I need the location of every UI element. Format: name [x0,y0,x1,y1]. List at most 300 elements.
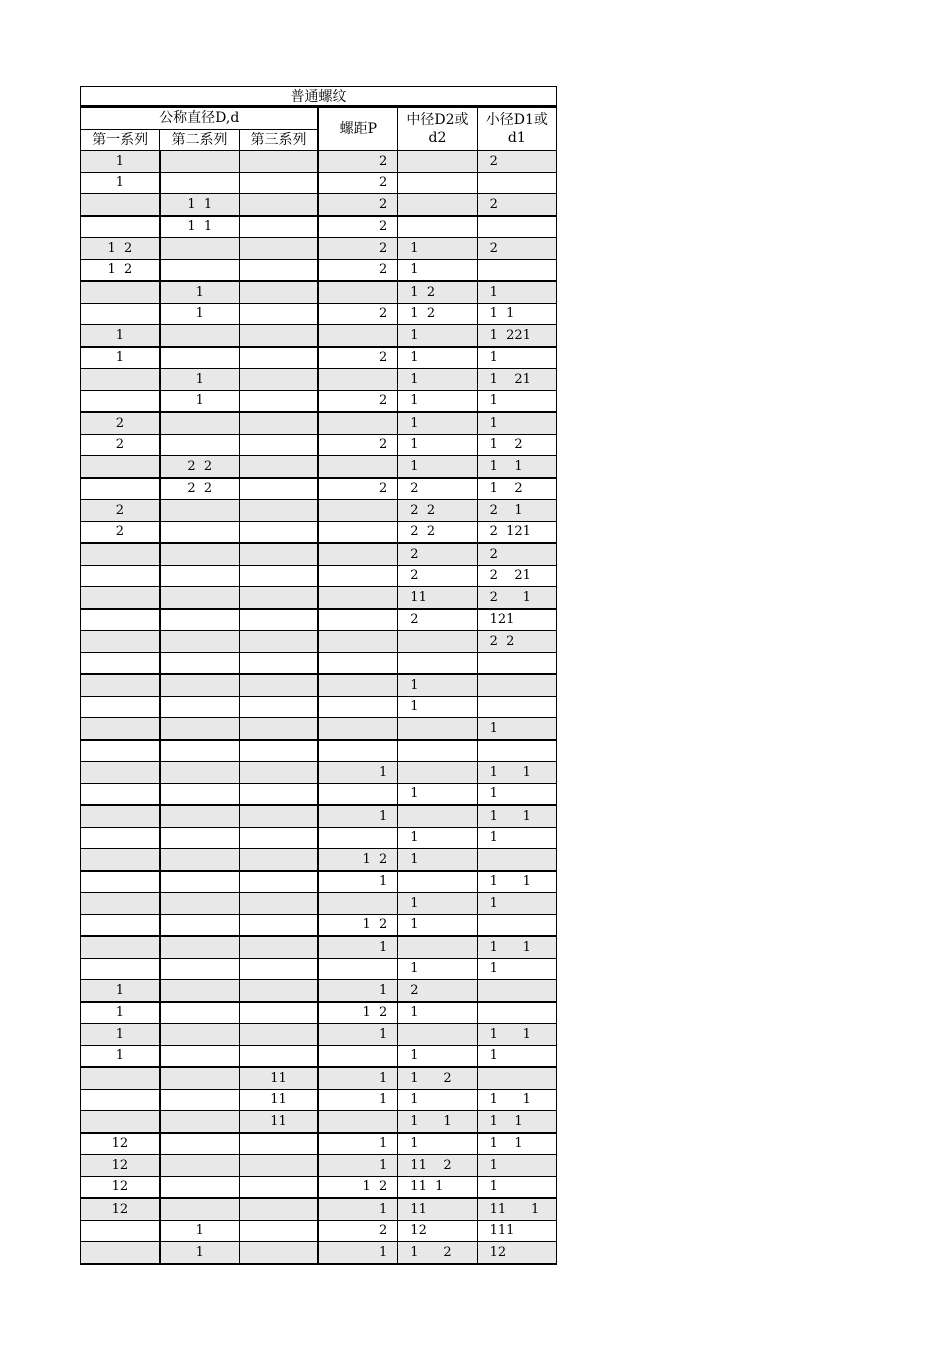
series1-cell[interactable] [81,303,160,325]
pitch-diameter-cell[interactable]: 1 2 [398,303,477,325]
series1-cell[interactable] [81,718,160,740]
series3-cell[interactable]: 11 [239,1067,318,1089]
series3-cell[interactable] [239,674,318,696]
pitch-diameter-cell[interactable]: 1 [398,434,477,456]
pitch-diameter-cell[interactable]: 1 [398,1002,477,1024]
series2-cell[interactable] [160,434,239,456]
series2-cell[interactable] [160,151,239,173]
minor-diameter-cell[interactable]: 1 [477,958,556,980]
series3-cell[interactable] [239,434,318,456]
series3-cell[interactable] [239,216,318,238]
pitch-cell[interactable]: 2 [318,172,397,194]
pitch-cell[interactable]: 2 [318,303,397,325]
series1-cell[interactable] [81,587,160,609]
series2-cell[interactable] [160,1045,239,1067]
pitch-cell[interactable]: 1 [318,805,397,827]
pitch-diameter-cell[interactable]: 1 2 [398,1067,477,1089]
pitch-cell[interactable]: 1 [318,1133,397,1155]
series2-cell[interactable]: 2 2 [160,456,239,478]
series3-cell[interactable] [239,521,318,543]
minor-diameter-cell[interactable]: 2 121 [477,521,556,543]
pitch-cell[interactable]: 1 [318,936,397,958]
series1-cell[interactable] [81,652,160,674]
minor-diameter-cell[interactable]: 1 1 [477,1133,556,1155]
series3-cell[interactable] [239,281,318,303]
pitch-diameter-cell[interactable] [398,762,477,784]
pitch-cell[interactable] [318,718,397,740]
pitch-diameter-cell[interactable] [398,216,477,238]
minor-diameter-cell[interactable]: 1 [477,718,556,740]
pitch-cell[interactable] [318,740,397,762]
series1-cell[interactable] [81,783,160,805]
series3-cell[interactable] [239,456,318,478]
pitch-diameter-cell[interactable]: 2 2 [398,500,477,522]
minor-diameter-cell[interactable] [477,696,556,718]
pitch-cell[interactable]: 1 2 [318,1002,397,1024]
pitch-cell[interactable]: 1 [318,1024,397,1046]
pitch-diameter-cell[interactable]: 2 [398,543,477,565]
series2-cell[interactable] [160,1133,239,1155]
minor-diameter-cell[interactable]: 2 [477,543,556,565]
series1-cell[interactable] [81,281,160,303]
pitch-diameter-cell[interactable]: 11 [398,1198,477,1220]
series1-cell[interactable] [81,893,160,915]
series2-cell[interactable] [160,631,239,653]
pitch-diameter-cell[interactable] [398,631,477,653]
series1-cell[interactable]: 1 [81,325,160,347]
series2-cell[interactable] [160,172,239,194]
series3-cell[interactable] [239,783,318,805]
series2-cell[interactable] [160,783,239,805]
series1-cell[interactable]: 12 [81,1155,160,1177]
series2-cell[interactable]: 1 1 [160,194,239,216]
series1-cell[interactable] [81,827,160,849]
series2-cell[interactable]: 1 1 [160,216,239,238]
series3-cell[interactable] [239,500,318,522]
series2-cell[interactable]: 1 [160,1220,239,1242]
series2-cell[interactable] [160,805,239,827]
series1-cell[interactable] [81,696,160,718]
pitch-diameter-cell[interactable]: 12 [398,1220,477,1242]
series1-cell[interactable] [81,914,160,936]
series1-cell[interactable] [81,390,160,412]
minor-diameter-cell[interactable]: 2 21 [477,565,556,587]
pitch-diameter-cell[interactable] [398,805,477,827]
pitch-diameter-cell[interactable] [398,1024,477,1046]
series3-cell[interactable] [239,827,318,849]
series1-cell[interactable] [81,478,160,500]
series1-cell[interactable] [81,194,160,216]
pitch-cell[interactable] [318,652,397,674]
pitch-diameter-cell[interactable] [398,194,477,216]
series1-cell[interactable]: 1 [81,1024,160,1046]
pitch-diameter-cell[interactable] [398,172,477,194]
series3-cell[interactable]: 11 [239,1089,318,1111]
minor-diameter-cell[interactable]: 1 1 [477,456,556,478]
series3-cell[interactable] [239,893,318,915]
minor-diameter-cell[interactable]: 11 1 [477,1198,556,1220]
series2-cell[interactable]: 1 [160,1242,239,1264]
pitch-diameter-cell[interactable]: 2 [398,980,477,1002]
series1-cell[interactable]: 1 [81,980,160,1002]
series2-cell[interactable] [160,893,239,915]
minor-diameter-cell[interactable] [477,674,556,696]
series3-cell[interactable] [239,805,318,827]
pitch-cell[interactable]: 1 [318,1242,397,1264]
pitch-diameter-cell[interactable]: 11 2 [398,1155,477,1177]
pitch-diameter-cell[interactable]: 2 [398,478,477,500]
minor-diameter-cell[interactable] [477,1002,556,1024]
series1-cell[interactable] [81,1220,160,1242]
pitch-diameter-cell[interactable]: 1 2 [398,1242,477,1264]
pitch-cell[interactable]: 2 [318,151,397,173]
pitch-cell[interactable] [318,565,397,587]
pitch-cell[interactable] [318,1111,397,1133]
minor-diameter-cell[interactable]: 1 [477,347,556,369]
pitch-cell[interactable] [318,827,397,849]
pitch-cell[interactable] [318,500,397,522]
pitch-diameter-cell[interactable]: 1 [398,893,477,915]
pitch-cell[interactable]: 2 [318,216,397,238]
pitch-diameter-cell[interactable]: 1 2 [398,281,477,303]
series1-cell[interactable]: 1 [81,347,160,369]
series3-cell[interactable] [239,1198,318,1220]
pitch-cell[interactable] [318,696,397,718]
minor-diameter-cell[interactable]: 1 1 [477,936,556,958]
minor-diameter-cell[interactable] [477,172,556,194]
series2-cell[interactable] [160,827,239,849]
pitch-cell[interactable]: 1 [318,1089,397,1111]
series2-cell[interactable] [160,609,239,631]
series3-cell[interactable] [239,740,318,762]
series2-cell[interactable] [160,347,239,369]
series3-cell[interactable] [239,587,318,609]
pitch-diameter-cell[interactable]: 2 2 [398,521,477,543]
pitch-diameter-cell[interactable] [398,740,477,762]
series3-cell[interactable] [239,238,318,260]
pitch-diameter-cell[interactable]: 1 [398,827,477,849]
series1-cell[interactable]: 2 [81,500,160,522]
series3-cell[interactable] [239,762,318,784]
minor-diameter-cell[interactable] [477,914,556,936]
pitch-cell[interactable]: 2 [318,347,397,369]
series1-cell[interactable]: 12 [81,1176,160,1198]
pitch-diameter-cell[interactable]: 1 [398,238,477,260]
minor-diameter-cell[interactable]: 1 [477,827,556,849]
series3-cell[interactable] [239,151,318,173]
series3-cell[interactable] [239,1220,318,1242]
pitch-diameter-cell[interactable]: 1 [398,1089,477,1111]
pitch-cell[interactable]: 1 2 [318,849,397,871]
pitch-cell[interactable] [318,521,397,543]
minor-diameter-cell[interactable] [477,652,556,674]
minor-diameter-cell[interactable]: 2 1 [477,587,556,609]
series2-cell[interactable] [160,652,239,674]
minor-diameter-cell[interactable] [477,1067,556,1089]
series3-cell[interactable] [239,325,318,347]
series3-cell[interactable] [239,914,318,936]
minor-diameter-cell[interactable]: 1 2 [477,478,556,500]
pitch-cell[interactable]: 2 [318,390,397,412]
pitch-cell[interactable] [318,543,397,565]
pitch-diameter-cell[interactable]: 1 [398,259,477,281]
pitch-diameter-cell[interactable]: 1 1 [398,1111,477,1133]
minor-diameter-cell[interactable]: 2 [477,194,556,216]
series3-cell[interactable] [239,1045,318,1067]
minor-diameter-cell[interactable] [477,740,556,762]
series3-cell[interactable] [239,1155,318,1177]
series3-cell[interactable] [239,390,318,412]
series1-cell[interactable] [81,849,160,871]
series1-cell[interactable] [81,674,160,696]
pitch-cell[interactable] [318,893,397,915]
series2-cell[interactable] [160,958,239,980]
series3-cell[interactable] [239,936,318,958]
series2-cell[interactable] [160,980,239,1002]
minor-diameter-cell[interactable]: 1 2 [477,434,556,456]
series3-cell[interactable] [239,194,318,216]
pitch-diameter-cell[interactable]: 1 [398,783,477,805]
series1-cell[interactable]: 2 [81,521,160,543]
pitch-diameter-cell[interactable] [398,718,477,740]
series2-cell[interactable] [160,521,239,543]
pitch-cell[interactable] [318,325,397,347]
series1-cell[interactable]: 1 2 [81,238,160,260]
series2-cell[interactable]: 2 2 [160,478,239,500]
pitch-diameter-cell[interactable] [398,871,477,893]
pitch-cell[interactable]: 1 [318,871,397,893]
minor-diameter-cell[interactable]: 1 1 [477,762,556,784]
series2-cell[interactable] [160,718,239,740]
series2-cell[interactable] [160,914,239,936]
pitch-cell[interactable]: 1 [318,1198,397,1220]
pitch-cell[interactable]: 2 [318,194,397,216]
series2-cell[interactable] [160,674,239,696]
pitch-diameter-cell[interactable]: 1 [398,412,477,434]
series3-cell[interactable] [239,1002,318,1024]
series2-cell[interactable] [160,740,239,762]
series1-cell[interactable]: 12 [81,1198,160,1220]
series1-cell[interactable] [81,958,160,980]
pitch-diameter-cell[interactable]: 2 [398,565,477,587]
series2-cell[interactable] [160,849,239,871]
series1-cell[interactable] [81,1242,160,1264]
pitch-diameter-cell[interactable] [398,151,477,173]
pitch-cell[interactable]: 2 [318,238,397,260]
minor-diameter-cell[interactable]: 1 221 [477,325,556,347]
pitch-cell[interactable]: 1 2 [318,914,397,936]
series2-cell[interactable] [160,565,239,587]
series1-cell[interactable]: 1 [81,1002,160,1024]
series2-cell[interactable] [160,1024,239,1046]
series2-cell[interactable] [160,543,239,565]
pitch-cell[interactable] [318,1045,397,1067]
series1-cell[interactable] [81,1089,160,1111]
series3-cell[interactable] [239,478,318,500]
series3-cell[interactable] [239,1176,318,1198]
minor-diameter-cell[interactable]: 1 [477,1176,556,1198]
minor-diameter-cell[interactable]: 1 1 [477,1111,556,1133]
series1-cell[interactable]: 1 2 [81,259,160,281]
series2-cell[interactable] [160,696,239,718]
pitch-diameter-cell[interactable]: 1 [398,390,477,412]
minor-diameter-cell[interactable]: 1 1 [477,871,556,893]
minor-diameter-cell[interactable]: 2 1 [477,500,556,522]
minor-diameter-cell[interactable]: 1 [477,390,556,412]
series3-cell[interactable] [239,347,318,369]
series2-cell[interactable] [160,1155,239,1177]
minor-diameter-cell[interactable]: 1 [477,893,556,915]
pitch-diameter-cell[interactable]: 1 [398,914,477,936]
minor-diameter-cell[interactable]: 1 21 [477,369,556,391]
pitch-diameter-cell[interactable]: 1 [398,696,477,718]
minor-diameter-cell[interactable]: 1 [477,1155,556,1177]
series3-cell[interactable] [239,696,318,718]
series3-cell[interactable] [239,980,318,1002]
minor-diameter-cell[interactable]: 121 [477,609,556,631]
series2-cell[interactable]: 1 [160,390,239,412]
series2-cell[interactable] [160,1067,239,1089]
pitch-cell[interactable] [318,631,397,653]
pitch-diameter-cell[interactable]: 2 [398,609,477,631]
series2-cell[interactable] [160,1176,239,1198]
pitch-diameter-cell[interactable]: 1 [398,674,477,696]
minor-diameter-cell[interactable]: 111 [477,1220,556,1242]
pitch-cell[interactable]: 2 [318,1220,397,1242]
series3-cell[interactable] [239,609,318,631]
series3-cell[interactable] [239,412,318,434]
pitch-diameter-cell[interactable]: 1 [398,1133,477,1155]
series2-cell[interactable] [160,936,239,958]
series1-cell[interactable]: 2 [81,434,160,456]
series3-cell[interactable] [239,1133,318,1155]
pitch-cell[interactable] [318,369,397,391]
series2-cell[interactable] [160,412,239,434]
series1-cell[interactable] [81,1111,160,1133]
series1-cell[interactable] [81,805,160,827]
pitch-diameter-cell[interactable]: 11 1 [398,1176,477,1198]
pitch-diameter-cell[interactable]: 1 [398,347,477,369]
series3-cell[interactable] [239,543,318,565]
pitch-cell[interactable]: 2 [318,434,397,456]
series1-cell[interactable] [81,609,160,631]
pitch-diameter-cell[interactable] [398,652,477,674]
series3-cell[interactable] [239,631,318,653]
pitch-cell[interactable] [318,609,397,631]
series2-cell[interactable] [160,587,239,609]
pitch-cell[interactable] [318,456,397,478]
series3-cell[interactable] [239,172,318,194]
minor-diameter-cell[interactable]: 2 [477,238,556,260]
series1-cell[interactable] [81,543,160,565]
series1-cell[interactable]: 1 [81,172,160,194]
minor-diameter-cell[interactable]: 2 2 [477,631,556,653]
pitch-cell[interactable] [318,281,397,303]
series1-cell[interactable] [81,216,160,238]
pitch-diameter-cell[interactable]: 11 [398,587,477,609]
pitch-cell[interactable]: 1 2 [318,1176,397,1198]
series3-cell[interactable] [239,958,318,980]
series1-cell[interactable] [81,631,160,653]
minor-diameter-cell[interactable]: 1 [477,281,556,303]
series2-cell[interactable] [160,1089,239,1111]
series2-cell[interactable] [160,259,239,281]
series2-cell[interactable] [160,1198,239,1220]
series2-cell[interactable]: 1 [160,369,239,391]
pitch-cell[interactable] [318,958,397,980]
pitch-diameter-cell[interactable]: 1 [398,849,477,871]
pitch-diameter-cell[interactable]: 1 [398,369,477,391]
series1-cell[interactable] [81,936,160,958]
series2-cell[interactable] [160,500,239,522]
series3-cell[interactable] [239,369,318,391]
series1-cell[interactable]: 12 [81,1133,160,1155]
pitch-diameter-cell[interactable] [398,936,477,958]
pitch-diameter-cell[interactable]: 1 [398,1045,477,1067]
minor-diameter-cell[interactable]: 1 [477,412,556,434]
pitch-cell[interactable] [318,587,397,609]
minor-diameter-cell[interactable]: 1 [477,1045,556,1067]
series2-cell[interactable] [160,325,239,347]
minor-diameter-cell[interactable]: 2 [477,151,556,173]
series1-cell[interactable]: 2 [81,412,160,434]
pitch-cell[interactable]: 2 [318,478,397,500]
pitch-cell[interactable]: 1 [318,980,397,1002]
series1-cell[interactable] [81,1067,160,1089]
series1-cell[interactable]: 1 [81,1045,160,1067]
pitch-cell[interactable] [318,674,397,696]
series2-cell[interactable] [160,1002,239,1024]
pitch-diameter-cell[interactable]: 1 [398,456,477,478]
minor-diameter-cell[interactable]: 1 1 [477,303,556,325]
pitch-diameter-cell[interactable]: 1 [398,958,477,980]
series3-cell[interactable] [239,871,318,893]
minor-diameter-cell[interactable]: 1 [477,783,556,805]
series1-cell[interactable] [81,740,160,762]
minor-diameter-cell[interactable] [477,980,556,1002]
pitch-cell[interactable]: 1 [318,1067,397,1089]
series3-cell[interactable] [239,849,318,871]
series1-cell[interactable] [81,369,160,391]
series1-cell[interactable]: 1 [81,151,160,173]
series3-cell[interactable] [239,1024,318,1046]
series2-cell[interactable]: 1 [160,303,239,325]
pitch-diameter-cell[interactable]: 1 [398,325,477,347]
minor-diameter-cell[interactable]: 12 [477,1242,556,1264]
series1-cell[interactable] [81,871,160,893]
series3-cell[interactable] [239,1242,318,1264]
series3-cell[interactable] [239,565,318,587]
pitch-cell[interactable]: 2 [318,259,397,281]
pitch-cell[interactable] [318,412,397,434]
pitch-cell[interactable]: 1 [318,1155,397,1177]
minor-diameter-cell[interactable]: 1 1 [477,1024,556,1046]
series2-cell[interactable] [160,762,239,784]
minor-diameter-cell[interactable] [477,259,556,281]
series3-cell[interactable]: 11 [239,1111,318,1133]
series1-cell[interactable] [81,565,160,587]
minor-diameter-cell[interactable]: 1 1 [477,1089,556,1111]
minor-diameter-cell[interactable]: 1 1 [477,805,556,827]
series3-cell[interactable] [239,303,318,325]
series3-cell[interactable] [239,718,318,740]
series2-cell[interactable] [160,238,239,260]
series1-cell[interactable] [81,456,160,478]
series2-cell[interactable] [160,871,239,893]
pitch-cell[interactable]: 1 [318,762,397,784]
series2-cell[interactable]: 1 [160,281,239,303]
minor-diameter-cell[interactable] [477,849,556,871]
